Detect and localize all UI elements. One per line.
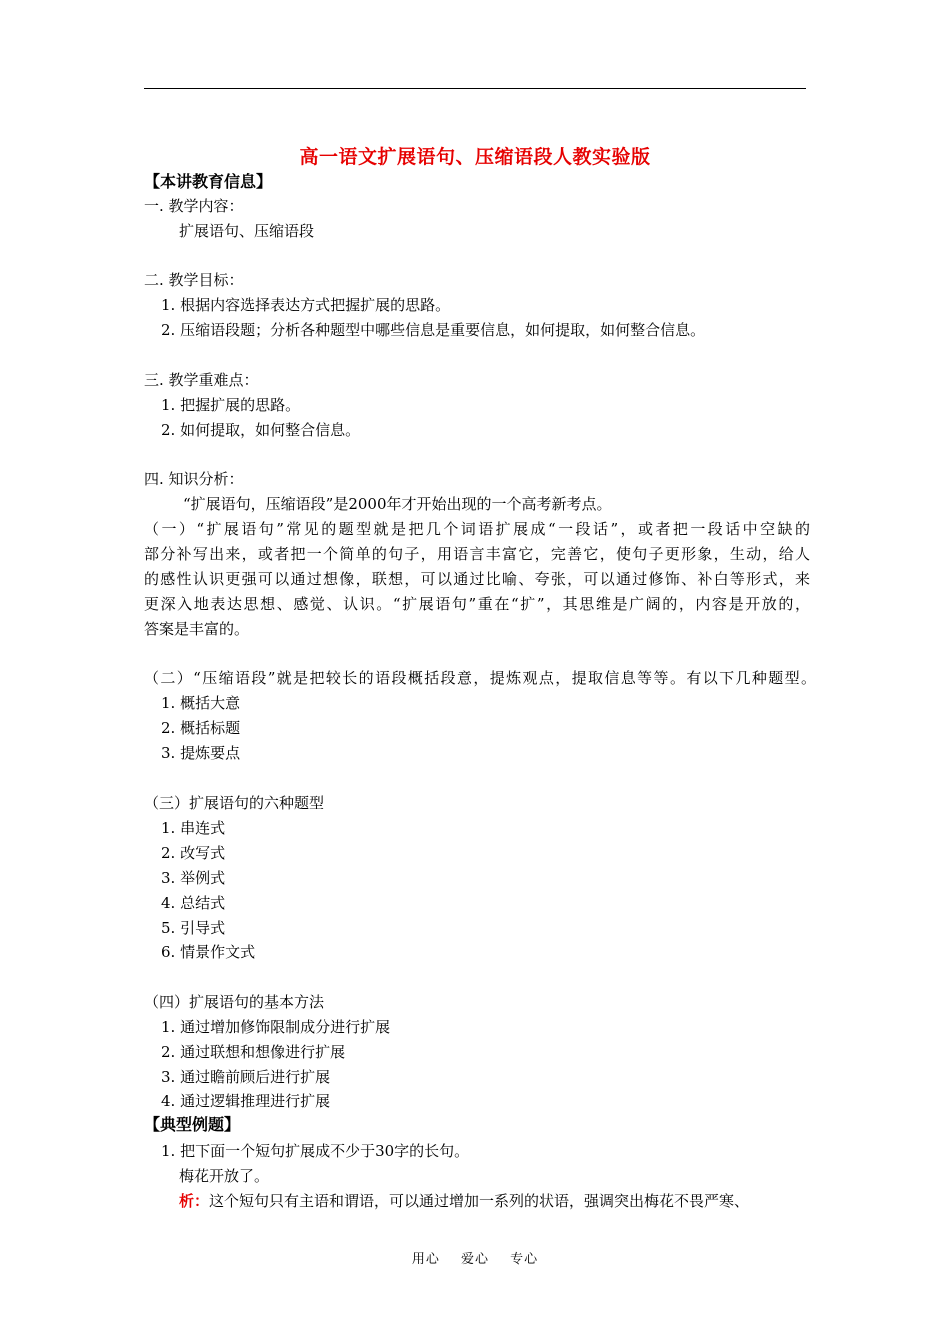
examples-heading: 【典型例题】 [144, 1115, 241, 1134]
page-footer [0, 1248, 950, 1267]
teach-key-heading: 三. 教学重难点： [144, 371, 259, 389]
paragraph-line: 更深入地表达思想、感觉、认识。“扩展语句”重在“扩”，其思维是广阔的，内容是开放的， [144, 595, 810, 613]
analysis-line [179, 1191, 749, 1211]
footer-text: 专心 [510, 1252, 539, 1267]
page-title: 高一语文扩展语句、压缩语段人教实验版 [299, 146, 651, 168]
section-info-heading: 【本讲教育信息】 [144, 172, 273, 191]
list-item: 1. 通过增加修饰限制成分进行扩展 [161, 1018, 391, 1036]
footer-text: 爱心 [460, 1252, 489, 1267]
teach-goals-heading: 二. 教学目标： [144, 271, 244, 289]
list-item: 1. 串连式 [161, 819, 226, 837]
list-item: 2. 概括标题 [161, 719, 241, 737]
paragraph-line: 部分补写出来，或者把一个简单的句子，用语言丰富它，完善它，使句子更形象，生动，给人 [144, 545, 810, 563]
knowledge-intro: “扩展语句，压缩语段”是2000年才开始出现的一个高考新考点。 [183, 495, 612, 513]
paragraph-line: 答案是丰富的。 [144, 620, 250, 638]
example-sentence: 梅花开放了。 [179, 1167, 270, 1185]
teach-goal-item: 1. 根据内容选择表达方式把握扩展的思路。 [161, 296, 451, 314]
list-item: 4. 通过逻辑推理进行扩展 [161, 1092, 331, 1110]
teach-goal-item: 2. 压缩语段题；分析各种题型中哪些信息是重要信息，如何提取，如何整合信息。 [161, 321, 706, 339]
example-question: 1. 把下面一个短句扩展成不少于30字的长句。 [161, 1142, 470, 1160]
paragraph-line: （一）“扩展语句”常见的题型就是把几个词语扩展成“一段话”，或者把一段话中空缺的 [144, 520, 810, 538]
list-item: 1. 概括大意 [161, 694, 241, 712]
subsection-heading: （三）扩展语句的六种题型 [144, 794, 325, 812]
knowledge-heading: 四. 知识分析： [144, 470, 244, 488]
list-item: 2. 通过联想和想像进行扩展 [161, 1043, 346, 1061]
list-item: 2. 改写式 [161, 844, 226, 862]
teach-content-text: 扩展语句、压缩语段 [179, 222, 315, 240]
paragraph-line: （二）“压缩语段”就是把较长的语段概括段意，提炼观点，提取信息等等。有以下几种题型。 [144, 669, 816, 687]
footer-text: 用心 [411, 1252, 440, 1267]
analysis-label: 析： [179, 1192, 210, 1210]
analysis-text: 这个短句只有主语和谓语，可以通过增加一系列的状语，强调突出梅花不畏严寒、 [209, 1192, 750, 1210]
list-item: 3. 通过瞻前顾后进行扩展 [161, 1068, 331, 1086]
list-item: 6. 情景作文式 [161, 943, 256, 961]
list-item: 4. 总结式 [161, 894, 226, 912]
list-item: 5. 引导式 [161, 919, 226, 937]
teach-key-item: 2. 如何提取，如何整合信息。 [161, 421, 361, 439]
list-item: 3. 举例式 [161, 869, 226, 887]
teach-key-item: 1. 把握扩展的思路。 [161, 396, 301, 414]
header-rule [144, 88, 806, 89]
list-item: 3. 提炼要点 [161, 744, 241, 762]
subsection-heading: （四）扩展语句的基本方法 [144, 993, 325, 1011]
teach-content-heading: 一. 教学内容： [144, 197, 244, 215]
paragraph-line: 的感性认识更强可以通过想像，联想，可以通过比喻、夸张，可以通过修饰、补白等形式，来 [144, 570, 810, 588]
